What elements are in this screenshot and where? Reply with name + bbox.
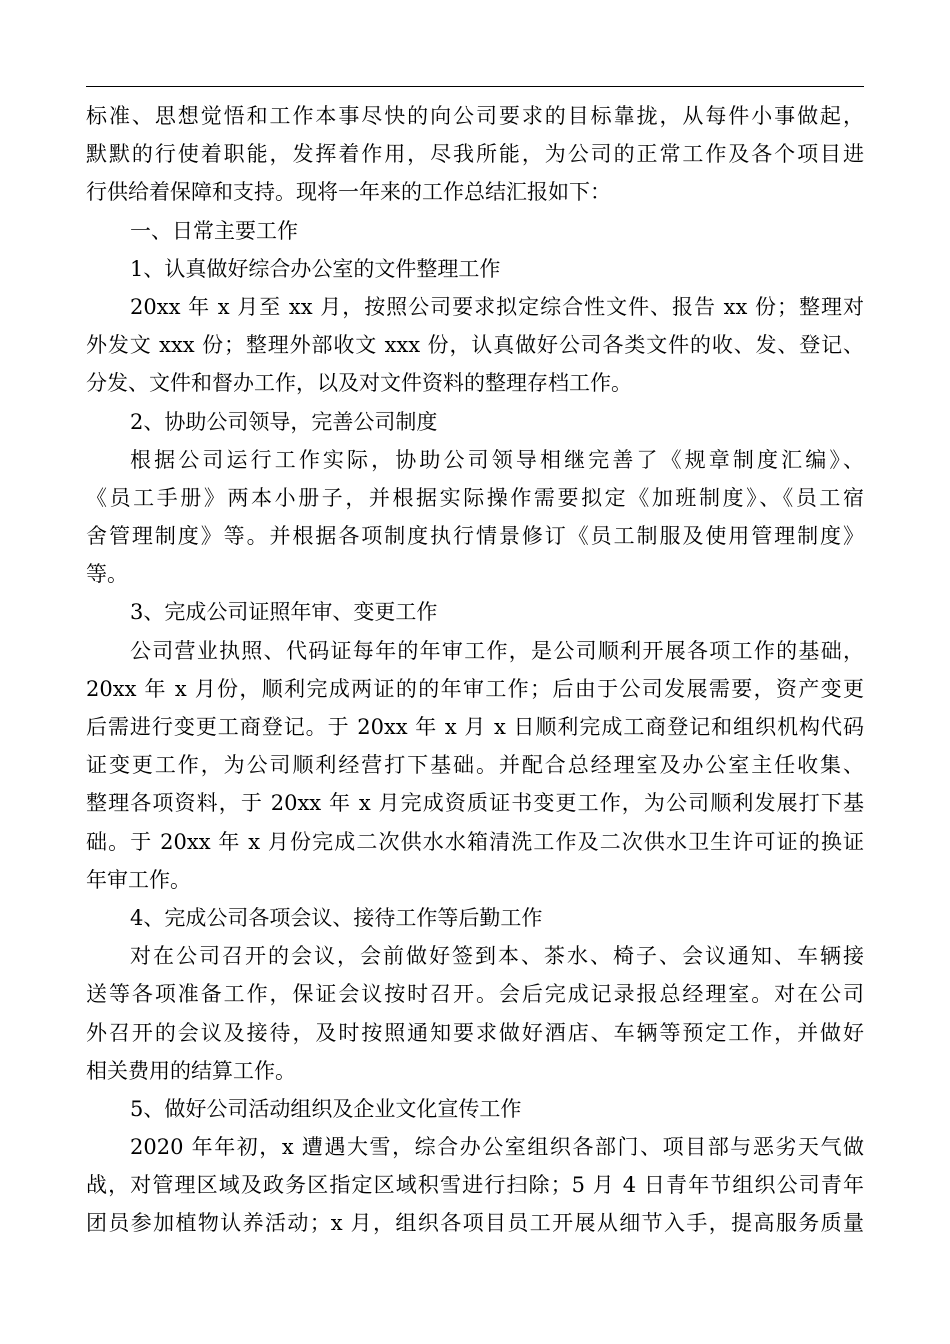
document-line: 对在公司召开的会议，会前做好签到本、茶水、椅子、会议通知、车辆接 bbox=[130, 944, 864, 969]
document-line: 相关费用的结算工作。 bbox=[86, 1058, 296, 1083]
document-line: 整理各项资料，于 20xx 年 x 月完成资质证书变更工作，为公司顺利发展打下基 bbox=[86, 791, 864, 816]
document-line: 一、日常主要工作 bbox=[130, 218, 298, 243]
document-line: 4、完成公司各项会议、接待工作等后勤工作 bbox=[130, 905, 543, 930]
document-line: 1、认真做好综合办公室的文件整理工作 bbox=[130, 256, 501, 281]
header-rule bbox=[86, 86, 864, 87]
document-line: 《员工手册》两本小册子，并根据实际操作需要拟定《加班制度》、《员工宿 bbox=[86, 485, 864, 510]
document-line: 5、做好公司活动组织及企业文化宣传工作 bbox=[130, 1096, 522, 1121]
document-line: 分发、文件和督办工作，以及对文件资料的整理存档工作。 bbox=[86, 371, 632, 396]
document-body bbox=[86, 97, 864, 1243]
document-line: 外发文 xxx 份；整理外部收文 xxx 份，认真做好公司各类文件的收、发、登记、 bbox=[86, 333, 864, 358]
document-line: 战，对管理区域及政务区指定区域积雪进行扫除；5 月 4 日青年节组织公司青年 bbox=[86, 1173, 864, 1198]
document-line: 年审工作。 bbox=[86, 867, 191, 892]
document-line: 标准、思想觉悟和工作本事尽快的向公司要求的目标靠拢，从每件小事做起， bbox=[86, 104, 864, 128]
document-line: 等。 bbox=[86, 562, 128, 587]
document-line: 3、完成公司证照年审、变更工作 bbox=[130, 600, 438, 625]
document-line: 公司营业执照、代码证每年的年审工作，是公司顺利开展各项工作的基础， bbox=[130, 638, 864, 663]
document-line: 送等各项准备工作，保证会议按时召开。会后完成记录报总经理室。对在公司 bbox=[86, 982, 864, 1007]
document-line: 根据公司运行工作实际，协助公司领导相继完善了《规章制度汇编》、 bbox=[130, 447, 864, 472]
document-line: 证变更工作，为公司顺利经营打下基础。并配合总经理室及办公室主任收集、 bbox=[86, 753, 864, 778]
document-line: 20xx 年 x 月份，顺利完成两证的的年审工作；后由于公司发展需要，资产变更 bbox=[86, 676, 864, 701]
document-line: 后需进行变更工商登记。于 20xx 年 x 月 x 日顺利完成工商登记和组织机构代码 bbox=[86, 715, 864, 739]
document-line: 20xx 年 x 月至 xx 月，按照公司要求拟定综合性文件、报告 xx 份；整理对 bbox=[130, 294, 864, 319]
document-line: 础。于 20xx 年 x 月份完成二次供水水箱清洗工作及二次供水卫生许可证的换证 bbox=[86, 829, 864, 854]
document-line: 2020 年年初，x 遭遇大雪，综合办公室组织各部门、项目部与恶劣天气做 bbox=[130, 1135, 864, 1160]
document-line: 外召开的会议及接待，及时按照通知要求做好酒店、车辆等预定工作，并做好 bbox=[86, 1020, 864, 1045]
document-line: 默默的行使着职能，发挥着作用，尽我所能，为公司的正常工作及各个项目进 bbox=[86, 142, 864, 167]
document-line: 行供给着保障和支持。现将一年来的工作总结汇报如下： bbox=[86, 180, 611, 205]
document-line: 2、协助公司领导，完善公司制度 bbox=[130, 409, 438, 434]
document-line: 团员参加植物认养活动；x 月，组织各项目员工开展从细节入手，提高服务质量 bbox=[86, 1211, 864, 1236]
document-line: 舍管理制度》等。并根据各项制度执行情景修订《员工制服及使用管理制度》 bbox=[86, 524, 864, 549]
